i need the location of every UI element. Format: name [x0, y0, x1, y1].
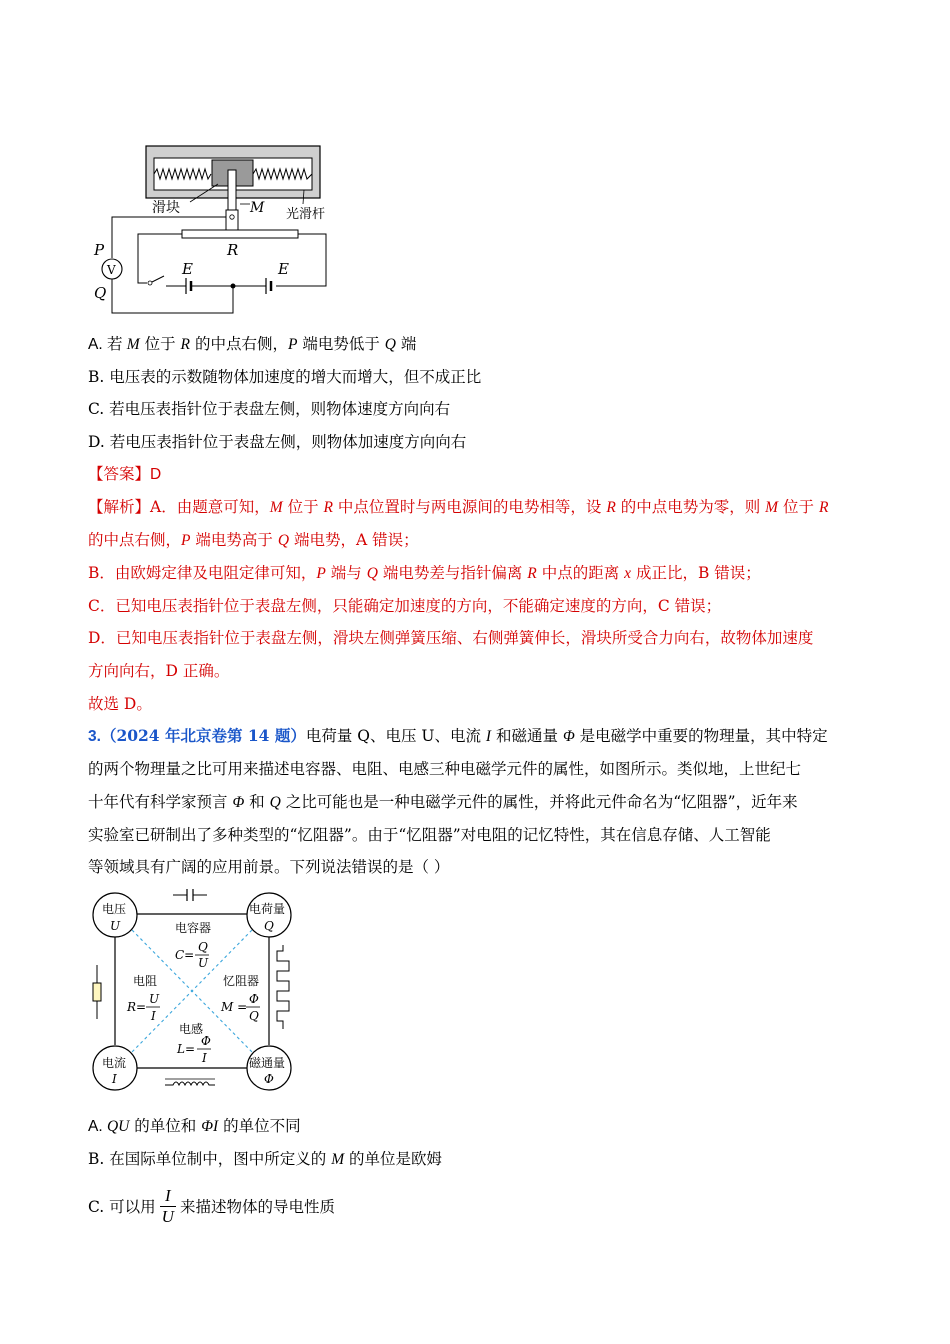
meter-label: V — [107, 263, 116, 277]
svg-text:电容器: 电容器 — [175, 921, 212, 935]
answer-label: 【答案】 — [88, 465, 151, 483]
electromagnetic-components-diagram — [85, 885, 310, 1100]
svg-text:电感: 电感 — [179, 1022, 204, 1036]
q2-option-a: A. 若 M 位于 R 的中点右侧，P 端电势低于 Q 端 — [88, 335, 417, 353]
svg-text:电压: 电压 — [102, 902, 127, 916]
svg-text:I: I — [112, 1072, 117, 1086]
q2-option-d: D. 若电压表指针位于表盘左侧，则物体加速度方向向右 — [88, 433, 467, 451]
svg-text:Q: Q — [264, 919, 274, 933]
analysis-d-line2: 方向向右，D 正确。 — [88, 662, 230, 680]
e2-label: E — [278, 260, 289, 278]
svg-text:U: U — [149, 992, 160, 1006]
m-label: M — [250, 200, 265, 216]
e1-label: E — [182, 260, 193, 278]
svg-text:磁通量: 磁通量 — [249, 1056, 286, 1070]
q-label: Q — [94, 284, 107, 302]
q3-option-c: C. 可以用 I U 来描述物体的导电性质 — [88, 1185, 335, 1226]
analysis-conclusion: 故选 D。 — [88, 695, 152, 713]
slider-label: 滑块 — [152, 200, 180, 216]
svg-text:U: U — [198, 956, 209, 970]
svg-text:电荷量: 电荷量 — [249, 902, 286, 916]
svg-text:I: I — [151, 1009, 156, 1023]
p-label: P — [94, 241, 105, 259]
q3-number: 3. — [88, 728, 101, 745]
pivot — [230, 215, 234, 219]
q3-line4: 实验室已研制出了多种类型的“忆阻器”。由于“忆阻器”对电阻的记忆特性，其在信息存储、人工智能 — [88, 826, 771, 844]
svg-text:Q: Q — [249, 1009, 259, 1023]
analysis-b-line: B．由欧姆定律及电阻定律可知，P 端与 Q 端电势差与指针偏离 R 中点的距离 x 成正比，B 错误； — [88, 564, 761, 582]
q3-source: （2024 年北京卷第 14 题） — [100, 726, 306, 745]
q3-option-b: B. 在国际单位制中，图中所定义的 M 的单位是欧姆 — [88, 1150, 443, 1168]
svg-text:Q: Q — [198, 940, 208, 954]
analysis-a-line2: 的中点右侧，P 端电势高于 Q 端电势，A 错误； — [88, 531, 419, 549]
svg-text:忆阻器: 忆阻器 — [223, 974, 260, 988]
q3-line3: 十年代有科学家预言 Φ 和 Q 之比可能也是一种电磁学元件的属性，并将此元件命名为“忆阻器”，近年来 — [88, 793, 798, 811]
svg-text:I: I — [202, 1051, 207, 1065]
q2-option-b: B. 电压表的示数随物体加速度的增大而增大，但不成正比 — [88, 368, 482, 386]
svg-text:R=: R= — [127, 1000, 147, 1014]
answer-line — [88, 463, 161, 486]
answer-value: D — [150, 466, 162, 483]
q3-option-a: A. QU 的单位和 ΦI 的单位不同 — [88, 1117, 301, 1135]
q2-option-c: C. 若电压表指针位于表盘左侧，则物体速度方向向右 — [88, 400, 451, 418]
r-label: R — [227, 241, 239, 259]
q3-line5: 等领域具有广阔的应用前景。下列说法错误的是（ ） — [88, 858, 450, 876]
analysis-d-line1: D．已知电压表指针位于表盘左侧，滑块左侧弹簧压缩、右侧弹簧伸长，滑块所受合力向右，故物体加速度 — [88, 629, 814, 647]
svg-text:L=: L= — [177, 1042, 196, 1056]
svg-text:电流: 电流 — [102, 1056, 127, 1070]
svg-text:Φ: Φ — [264, 1072, 274, 1086]
analysis-a-line1: 【解析】A．由题意可知，M 位于 R 中点位置时与两电源间的电势相等，设 R 的中点电势为零，则 M 位于 R — [88, 498, 829, 516]
svg-text:U: U — [110, 919, 121, 933]
fraction-i-over-u: I U — [161, 1185, 174, 1226]
svg-text:Φ: Φ — [249, 992, 259, 1006]
analysis-label: 【解析】 — [88, 498, 151, 516]
rod-label: 光滑杆 — [286, 207, 326, 222]
analysis-c-line: C．已知电压表指针位于表盘左侧，只能确定加速度的方向，不能确定速度的方向，C 错误； — [88, 597, 722, 615]
svg-text:Φ: Φ — [201, 1034, 211, 1048]
accelerometer-circuit-figure — [90, 140, 350, 320]
resistor-r — [182, 230, 298, 238]
svg-text:M =: M = — [221, 1000, 248, 1014]
q3-line2: 的两个物理量之比可用来描述电容器、电阻、电感三种电磁学元件的属性，如图所示。类似地，上世纪七 — [88, 760, 802, 778]
pointer-contact — [226, 210, 238, 230]
svg-text:C=: C= — [175, 948, 195, 962]
q3-line1: 3.（2024 年北京卷第 14 题）电荷量 Q、电压 U、电流 I 和磁通量 Φ 是电磁学中重要的物理量，其中特定 — [88, 726, 828, 745]
svg-text:电阻: 电阻 — [133, 974, 158, 988]
